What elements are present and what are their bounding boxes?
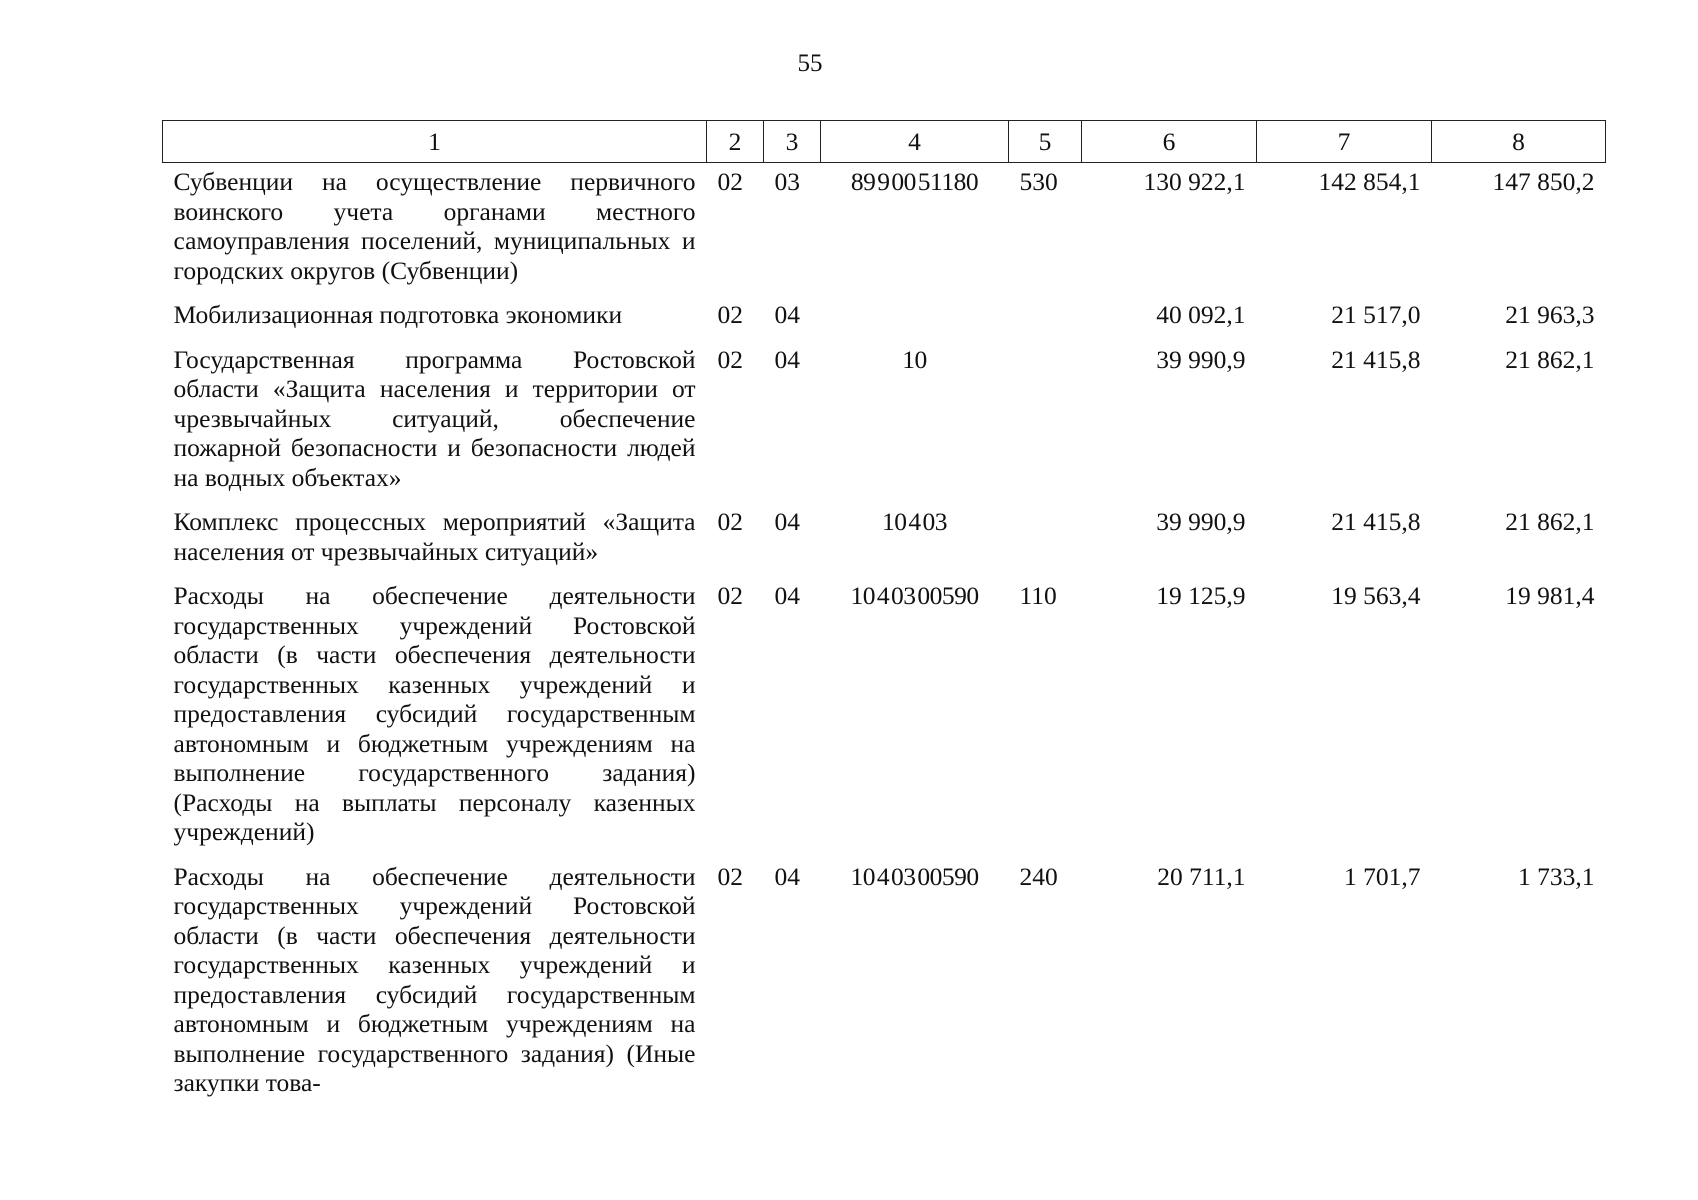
row-amount-year-3: 1 733,1 xyxy=(1518,861,1595,891)
row-amount-year-1: 40 092,1 xyxy=(1156,300,1246,329)
column-header-2: 2 xyxy=(707,121,764,163)
row-subsection-code: 04 xyxy=(774,344,800,374)
row-expense-type-code: 110 xyxy=(1019,581,1057,610)
column-header-7: 7 xyxy=(1257,121,1432,163)
row-subsection-code: 04 xyxy=(774,507,800,536)
row-amount-year-3: 21 862,1 xyxy=(1505,507,1595,536)
row-amount-year-1: 130 922,1 xyxy=(1143,167,1246,196)
row-subsection-code: 04 xyxy=(774,581,800,610)
table-row xyxy=(163,296,1606,341)
row-target-code xyxy=(821,296,1009,341)
row-description: Комплекс процессных мероприятий «Защита населения от чрезвычайных ситуаций» xyxy=(173,507,696,566)
row-description: Мобилизационная подготовка экономики xyxy=(173,300,623,329)
row-section-code: 02 xyxy=(717,344,743,374)
row-amount-year-2: 21 517,0 xyxy=(1331,300,1421,329)
row-amount-year-3: 21 963,3 xyxy=(1505,300,1595,329)
row-amount-year-2: 21 415,8 xyxy=(1331,344,1421,374)
row-amount-year-3: 147 850,2 xyxy=(1492,167,1595,196)
column-header-8: 8 xyxy=(1432,121,1606,163)
row-expense-type-code: 240 xyxy=(1019,861,1058,891)
row-amount-year-2: 19 563,4 xyxy=(1331,581,1421,610)
column-header-1: 1 xyxy=(163,121,707,163)
row-section-code: 02 xyxy=(717,507,743,536)
row-amount-year-1: 39 990,9 xyxy=(1156,507,1246,536)
table-row xyxy=(163,858,1606,1109)
row-amount-year-1: 39 990,9 xyxy=(1156,344,1246,374)
table-row xyxy=(163,163,1606,297)
row-description: Расходы на обеспечение деятельности государственных учреждений Ростовской области (в части обеспечения деятельности государственных казенных учреждений и предоставления субсидий государственным автономным и бюджетным учреждениям на выполнение государственного задания) (Иные закупки това- xyxy=(173,861,696,1097)
row-expense-type-code xyxy=(1009,341,1082,504)
table-row xyxy=(163,577,1606,858)
row-section-code: 02 xyxy=(717,167,743,196)
row-section-code: 02 xyxy=(717,300,743,329)
table-row xyxy=(163,341,1606,504)
row-section-code: 02 xyxy=(717,861,743,891)
row-subsection-code: 04 xyxy=(774,861,800,891)
row-amount-year-1: 20 711,1 xyxy=(1157,861,1246,891)
row-description: Субвенции на осуществление первичного воинского учета органами местного самоуправления поселений, муниципальных и городских округов (Субвенции) xyxy=(173,167,696,285)
row-description: Государственная программа Ростовской области «Защита населения и территории от чрезвычайных ситуаций, обеспечение пожарной безопасности и безопасности людей на водных объектах» xyxy=(173,344,696,492)
row-section-code: 02 xyxy=(717,581,743,610)
table-row xyxy=(163,503,1606,577)
row-target-code: 89 9 00 51180 xyxy=(850,167,979,196)
row-amount-year-2: 1 701,7 xyxy=(1344,861,1421,891)
row-target-code: 10 4 03 00590 xyxy=(850,861,979,891)
row-amount-year-1: 19 125,9 xyxy=(1156,581,1246,610)
row-amount-year-3: 19 981,4 xyxy=(1505,581,1595,610)
row-subsection-code: 04 xyxy=(774,300,800,329)
column-header-6: 6 xyxy=(1082,121,1257,163)
column-header-5: 5 xyxy=(1009,121,1082,163)
row-subsection-code: 03 xyxy=(774,167,800,196)
column-header-4: 4 xyxy=(821,121,1009,163)
row-expense-type-code xyxy=(1009,503,1082,577)
row-amount-year-3: 21 862,1 xyxy=(1505,344,1595,374)
row-amount-year-2: 21 415,8 xyxy=(1331,507,1421,536)
column-header-3: 3 xyxy=(764,121,821,163)
row-target-code: 10 4 03 00590 xyxy=(850,581,979,610)
table-header-row xyxy=(163,121,1606,163)
budget-table xyxy=(162,120,1606,1109)
row-amount-year-2: 142 854,1 xyxy=(1318,167,1421,196)
row-description: Расходы на обеспечение деятельности государственных учреждений Ростовской области (в части обеспечения деятельности государственных казенных учреждений и предоставления субсидий государственным автономным и бюджетным учреждениям на выполнение государственного задания) (Расходы на выплаты персоналу казенных учреждений) xyxy=(173,581,696,846)
row-expense-type-code: 530 xyxy=(1019,167,1058,196)
row-target-code: 10 4 03 xyxy=(882,507,947,536)
row-expense-type-code xyxy=(1009,296,1082,341)
page-number: 55 xyxy=(797,50,823,77)
row-target-code: 10 xyxy=(902,344,927,374)
